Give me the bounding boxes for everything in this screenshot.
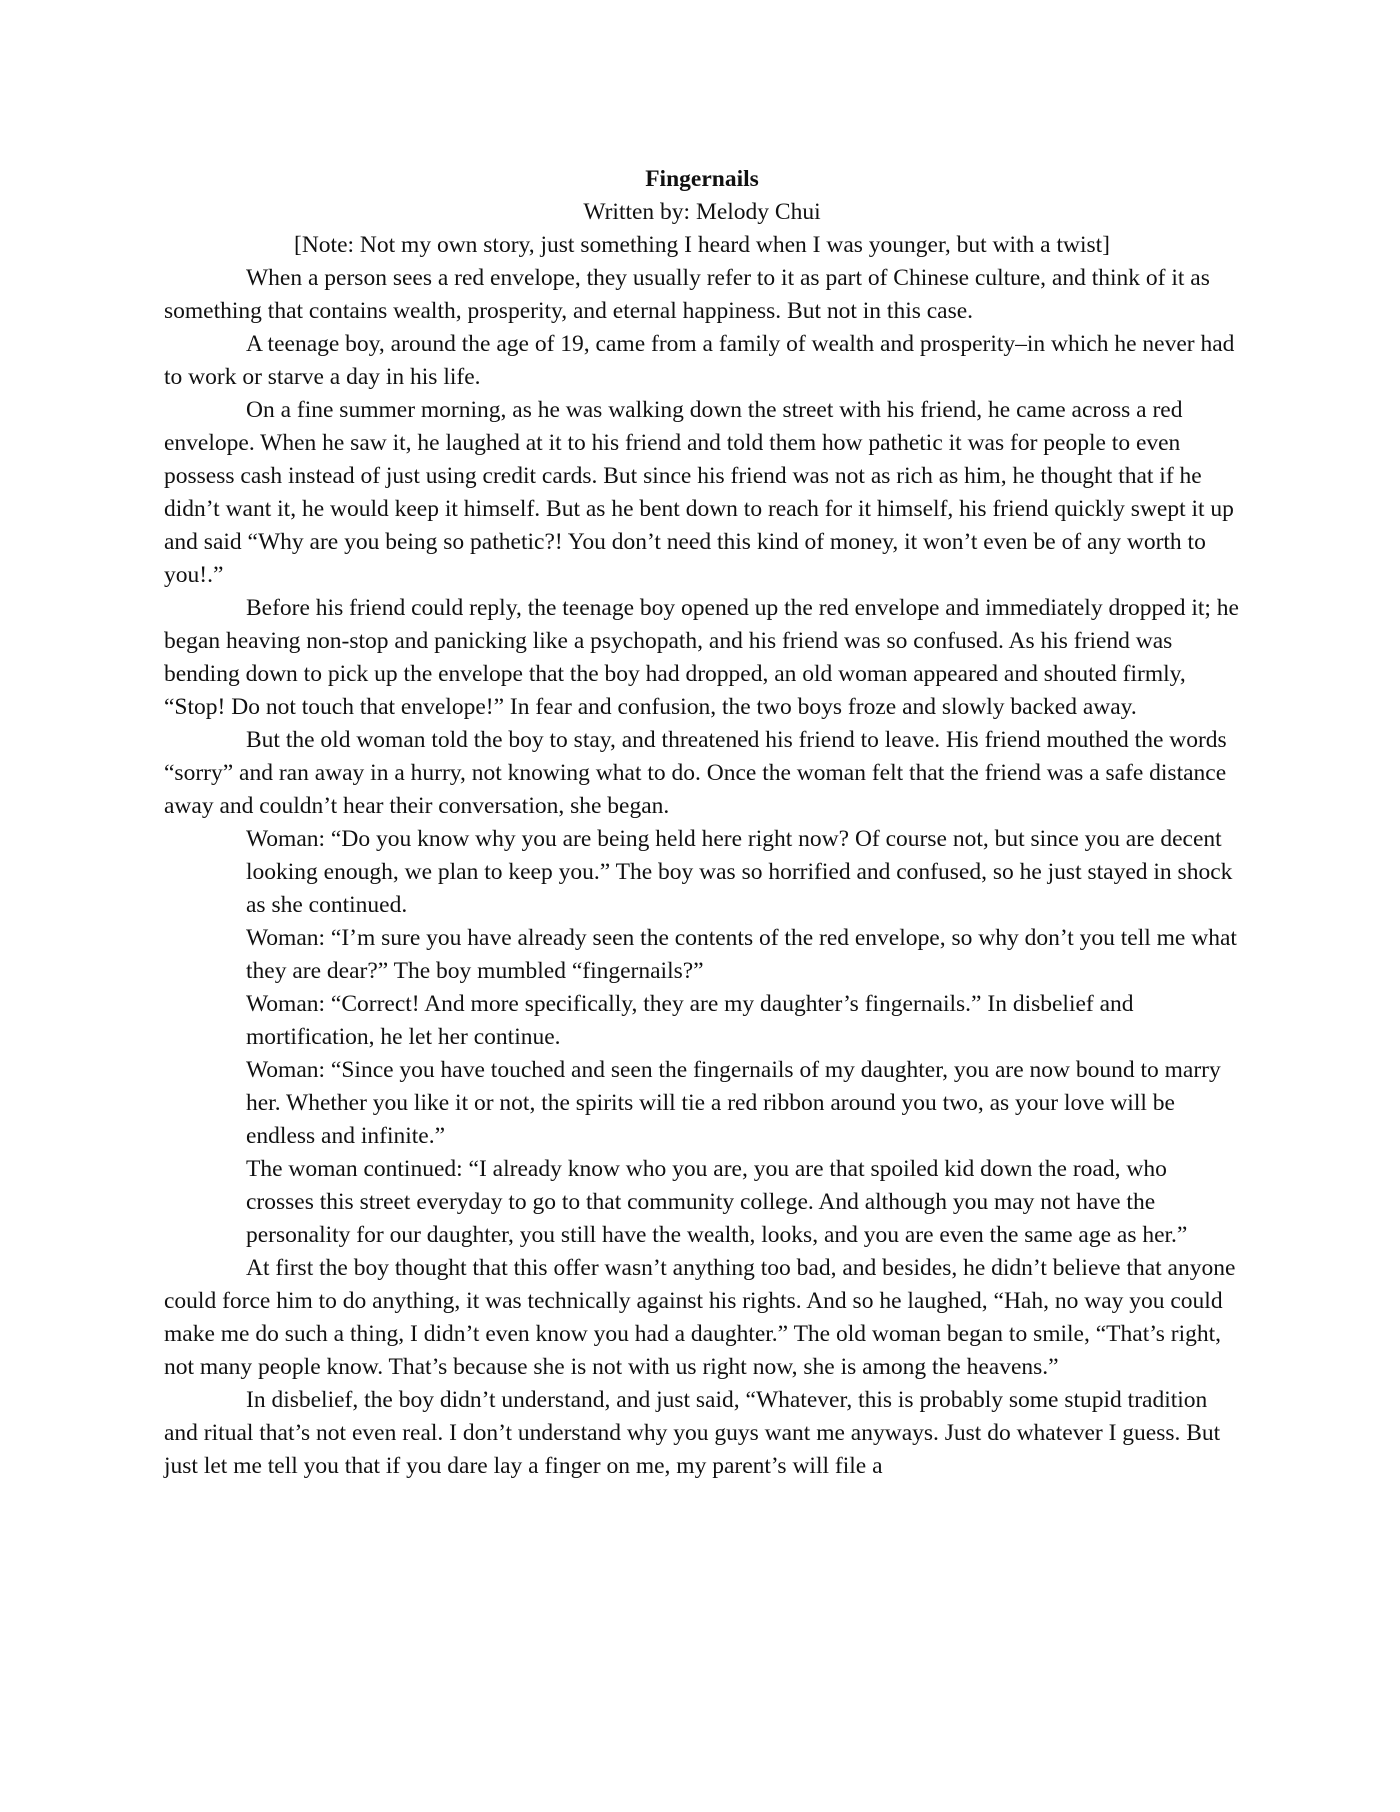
document-title: Fingernails (645, 166, 759, 192)
paragraph: On a fine summer morning, as he was walking down the street with his friend, he came across a red envelope. When he saw it, he laughed at it to his friend and told them how pathetic it was for people to even possess cash instead of just using credit cards. But since his friend was not as rich as him, he thought that if he didn’t want it, he would keep it himself. But as he bent down to reach for it himself, his friend quickly swept it up and said “Why are you being so pathetic?! You don’t need this kind of money, it won’t even be of any worth to you!.” (164, 397, 1234, 588)
paragraph: In disbelief, the boy didn’t understand, and just said, “Whatever, this is probably some stupid tradition and ritual that’s not even real. I don’t understand why you guys want me anyways. Just do whatever I guess. But just let me tell you that if you dare lay a finger on me, my parent’s will file a (164, 1387, 1221, 1479)
byline: Written by: Melody Chui (583, 199, 821, 225)
dialogue-line: Woman: “Do you know why you are being held here right now? Of course not, but since you are decent looking enough, we plan to keep you.” The boy was so horrified and confused, so he just stayed in shock as she continued. (246, 826, 1233, 918)
paragraph: At first the boy thought that this offer wasn’t anything too bad, and besides, he didn’t believe that anyone could force him to do anything, it was technically against his rights. And so he laughed, “Hah, no way you could make me do such a thing, I didn’t even know you had a daughter.” The old woman began to smile, “That’s right, not many people know. That’s because she is not with us right now, she is among the heavens.” (164, 1255, 1236, 1380)
dialogue-line: Woman: “I’m sure you have already seen the contents of the red envelope, so why don’t you tell me what they are dear?” The boy mumbled “fingernails?” (246, 925, 1237, 984)
paragraph: But the old woman told the boy to stay, and threatened his friend to leave. His friend mouthed the words “sorry” and ran away in a hurry, not knowing what to do. Once the woman felt that the friend was a safe distance away and couldn’t hear their conversation, she began. (164, 727, 1227, 819)
dialogue-line: Woman: “Correct! And more specifically, they are my daughter’s fingernails.” In disbelief and mortification, he let her continue. (246, 991, 1134, 1050)
author-note: [Note: Not my own story, just something I heard when I was younger, but with a twist] (294, 232, 1110, 258)
paragraph: Before his friend could reply, the teenage boy opened up the red envelope and immediately dropped it; he began heaving non-stop and panicking like a psychopath, and his friend was so confused. As his friend was bending down to pick up the envelope that the boy had dropped, an old woman appeared and shouted firmly, “Stop! Do not touch that envelope!” In fear and confusion, the two boys froze and slowly backed away. (164, 595, 1239, 720)
paragraph: A teenage boy, around the age of 19, came from a family of wealth and prosperity–in which he never had to work or starve a day in his life. (164, 331, 1235, 390)
paragraph: When a person sees a red envelope, they usually refer to it as part of Chinese culture, and think of it as something that contains wealth, prosperity, and eternal happiness. But not in this case. (164, 265, 1210, 324)
document-page (164, 163, 1240, 1483)
dialogue-line: The woman continued: “I already know who you are, you are that spoiled kid down the road, who crosses this street everyday to go to that community college. And although you may not have the personality for our daughter, you still have the wealth, looks, and you are even the same age as her.” (246, 1156, 1188, 1248)
dialogue-line: Woman: “Since you have touched and seen the fingernails of my daughter, you are now bound to marry her. Whether you like it or not, the spirits will tie a red ribbon around you two, as your love will be endless and infinite.” (246, 1057, 1221, 1149)
